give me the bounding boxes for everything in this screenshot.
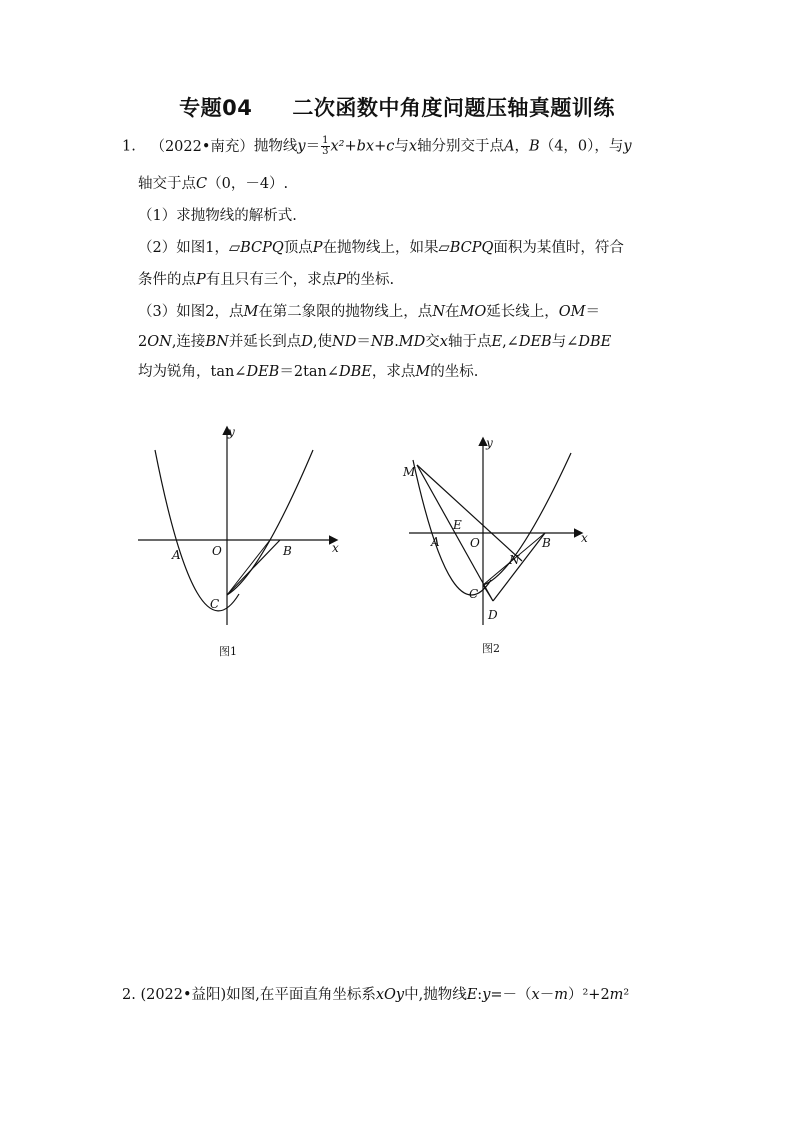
text: ＝: [585, 304, 600, 320]
var: BCPQ: [449, 240, 494, 256]
segment-db: [493, 533, 545, 601]
text: ,使: [312, 334, 333, 350]
fig1-label-c: C: [210, 597, 220, 611]
var: OM: [558, 304, 586, 320]
text: 轴于点: [447, 334, 492, 350]
var: P: [336, 272, 347, 288]
parabola-right: [483, 453, 571, 585]
segment-cd: [483, 585, 493, 601]
text: 轴分别交于点: [417, 138, 505, 155]
q1-part2-line1: [138, 238, 624, 258]
title-text: 二次函数中角度问题压轴真题训练: [292, 96, 615, 120]
text: 的坐标.: [430, 364, 479, 380]
text: 与: [394, 138, 409, 155]
var: DEB: [246, 364, 280, 380]
text: 交: [425, 334, 440, 350]
text: :: [477, 987, 483, 1003]
text: 轴交于点: [138, 176, 196, 192]
parabola-left: [155, 450, 239, 611]
var: NB: [370, 334, 395, 350]
var: M: [243, 304, 259, 320]
var: y: [623, 138, 632, 155]
text: ＝: [305, 138, 321, 155]
var: BN: [205, 334, 229, 350]
var: D: [301, 334, 313, 350]
text: 延长线上，: [486, 304, 559, 320]
fig2-label-a: A: [431, 535, 440, 549]
text: －: [539, 987, 555, 1003]
var: E: [491, 334, 503, 350]
var: ND: [332, 334, 357, 350]
var: MD: [398, 334, 426, 350]
figure-1-caption: 图1: [219, 645, 237, 658]
q1-part1: [138, 206, 297, 226]
question-number: 1.: [122, 138, 136, 155]
var: C: [196, 176, 208, 192]
fig1-label-y: y: [228, 425, 235, 439]
text: ,∠: [502, 334, 519, 350]
text: =－（: [490, 987, 532, 1003]
text: ＝: [356, 334, 371, 350]
frac-den: 3: [322, 146, 329, 157]
q1-part3-line1: [138, 302, 600, 322]
var: ON: [147, 334, 172, 350]
var: P: [196, 272, 206, 288]
var: y: [482, 987, 491, 1003]
q1-part3-line2: [138, 332, 611, 352]
fraction: [321, 136, 329, 157]
text: 在第二象限的抛物线上，点: [258, 304, 433, 320]
text: 并延长到点: [228, 334, 302, 350]
parabola-right: [227, 450, 313, 595]
var: BCPQ: [240, 240, 284, 256]
text: ）²+2: [567, 987, 610, 1003]
fig2-label-d: D: [488, 608, 498, 622]
fig2-label-y: y: [486, 436, 493, 450]
var: E: [466, 987, 478, 1003]
text: ,连接: [171, 334, 206, 350]
var: B: [529, 138, 540, 155]
q1-part2-line2: [138, 270, 394, 290]
fig2-label-m: M: [403, 465, 416, 479]
var: x: [531, 987, 540, 1003]
fig2-label-o: O: [470, 536, 480, 550]
var: N: [432, 304, 445, 320]
q1-line2: [138, 174, 288, 194]
fig2-label-x: x: [581, 531, 588, 545]
text: 2. (2022•益阳)如图,在平面直角坐标系: [122, 987, 376, 1003]
page-title: [0, 92, 794, 122]
text: （0，－4）.: [207, 176, 289, 192]
var: x: [439, 334, 448, 350]
fig2-label-b: B: [542, 536, 551, 550]
text: 面积为某值时，符合: [493, 240, 624, 256]
title-prefix: 专题04: [179, 96, 253, 120]
segment-cb-inner: [227, 540, 270, 595]
var: A: [504, 138, 515, 155]
fig2-label-n: N: [509, 553, 520, 567]
text: 与∠: [551, 334, 579, 350]
figure-1: [130, 420, 350, 635]
frac-num: 1: [322, 135, 329, 146]
text: （3）如图2，点: [138, 304, 244, 320]
fig1-label-o: O: [212, 544, 222, 558]
q2-line1: [122, 985, 629, 1005]
fig1-label-a: A: [172, 548, 181, 562]
text: 在: [445, 304, 460, 320]
var: xOy: [375, 987, 405, 1003]
var: y: [297, 138, 306, 155]
figure-2: [395, 425, 600, 635]
text: 顶点: [283, 240, 313, 256]
text: 的坐标.: [346, 272, 395, 288]
var: m: [609, 987, 624, 1003]
text: 均为锐角，tan∠: [138, 364, 247, 380]
text: （1）求抛物线的解析式.: [138, 208, 297, 224]
text: 有且只有三个，求点: [205, 272, 337, 288]
text: 条件的点: [138, 272, 196, 288]
text: 抛物线: [253, 138, 298, 155]
text: ，求点: [371, 364, 416, 380]
var: x: [408, 138, 418, 155]
text: ＝2tan∠: [279, 364, 340, 380]
figure-2-caption: 图2: [482, 642, 500, 655]
var: M: [415, 364, 431, 380]
fig1-label-x: x: [332, 541, 339, 555]
equation: x²+bx+c: [330, 138, 395, 155]
var: DEB: [518, 334, 552, 350]
text: ²: [623, 987, 630, 1003]
text: 中,抛物线: [404, 987, 467, 1003]
q1-part3-line3: [138, 362, 478, 382]
var: DBE: [578, 334, 612, 350]
text: 在抛物线上，如果▱: [322, 240, 450, 256]
fig2-label-e: E: [453, 518, 462, 532]
text: （2）如图1，▱: [138, 240, 241, 256]
var: DBE: [339, 364, 372, 380]
q1-line1: [122, 136, 632, 157]
fig1-label-b: B: [283, 544, 292, 558]
text: ，: [514, 138, 530, 155]
text: .: [394, 334, 399, 350]
var: P: [312, 240, 323, 256]
text: 2: [138, 334, 148, 350]
fig2-label-c: C: [469, 587, 479, 601]
question-source: （2022•南充）: [150, 138, 254, 155]
segment-cb: [227, 540, 280, 595]
var: MO: [459, 304, 487, 320]
text: （4，0），与: [539, 138, 624, 155]
var: m: [554, 987, 568, 1003]
